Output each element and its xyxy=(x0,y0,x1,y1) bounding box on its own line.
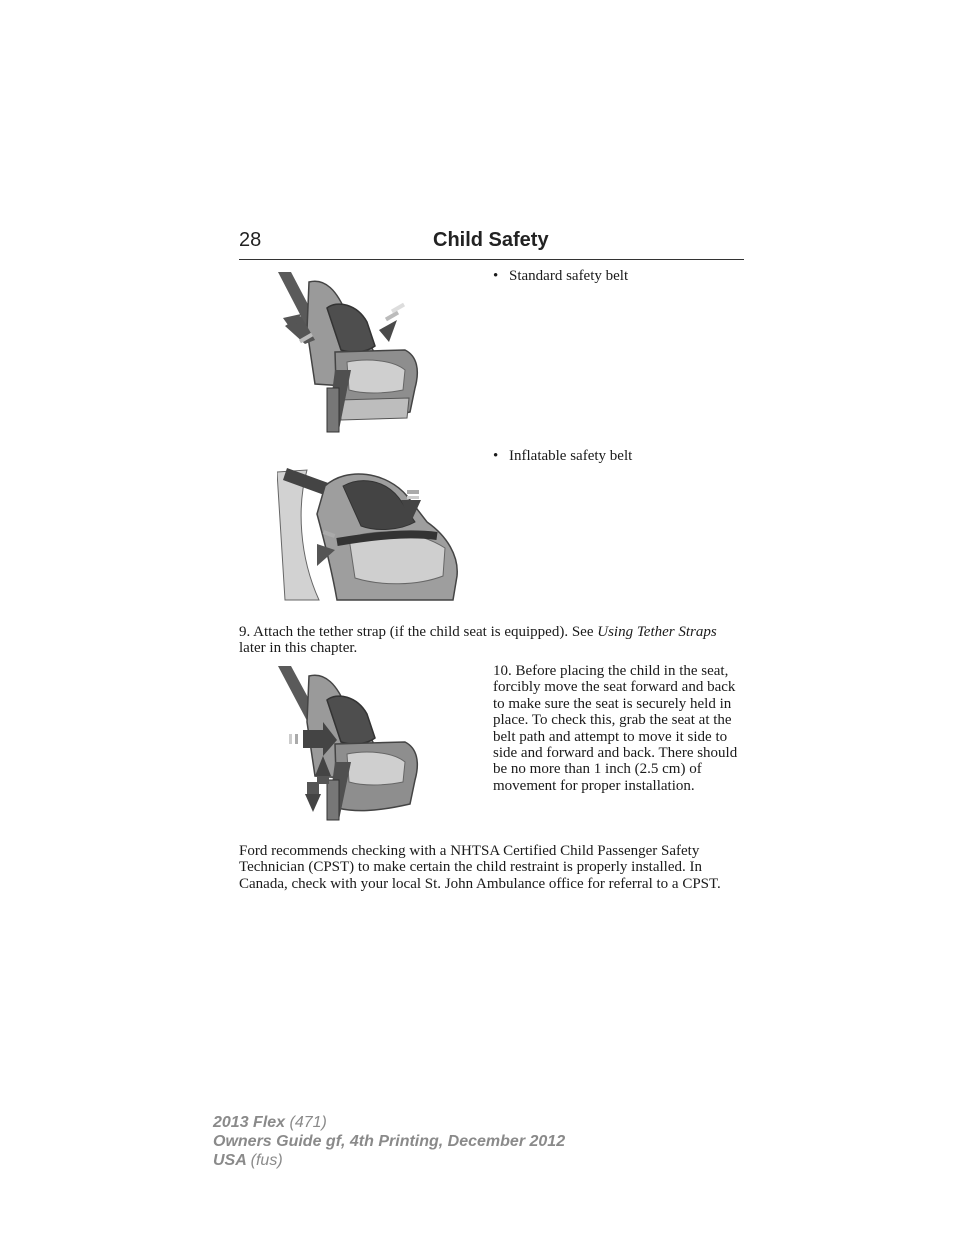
step-9-text: 9. Attach the tether strap (if the child seat is equipped). See xyxy=(239,624,598,640)
child-seat-inflatable-belt-illustration xyxy=(277,466,462,601)
bullet-inflatable-belt: • Inflatable safety belt xyxy=(493,448,633,464)
chapter-title: Child Safety xyxy=(433,229,549,251)
step-9-text-end: later in this chapter. xyxy=(239,640,358,657)
step-10-paragraph: 10. Before placing the child in the seat, forcibly move the seat forward and back to make sure the seat is securely held in place. To check this, grab the seat at the belt path and attempt to move it side to side and forward and back. There should be no more than 1 inch (2.5 cm) of movement for proper installation. xyxy=(493,663,738,794)
footer-model-code: (471) xyxy=(289,1114,327,1131)
page-number: 28 xyxy=(239,229,262,251)
footer-guide: Owners Guide gf, 4th Printing, December 2012 xyxy=(213,1133,566,1150)
footer-region-line xyxy=(213,1151,565,1170)
bullet-standard-belt: • Standard safety belt xyxy=(493,268,629,284)
ford-recommendation-paragraph: Ford recommends checking with a NHTSA Certified Child Passenger Safety Technician (CPST) to make certain the child restraint is properly installed. In Canada, check with your local St. John Ambulance office for referral to a CPST. xyxy=(239,843,721,892)
child-seat-movement-check-illustration xyxy=(275,664,425,824)
child-seat-standard-belt-illustration xyxy=(275,270,425,435)
footer-region-code: (fus) xyxy=(250,1152,283,1169)
header-rule xyxy=(239,259,744,260)
footer-model-line xyxy=(213,1113,565,1132)
footer-model: 2013 Flex xyxy=(213,1114,286,1131)
step-9-paragraph xyxy=(239,624,719,657)
step-9-link-text: Using Tether Straps xyxy=(597,624,717,640)
footer-region: USA xyxy=(213,1152,247,1169)
bullet-standard-belt-label: Standard safety belt xyxy=(509,268,629,284)
footer xyxy=(213,1113,565,1170)
bullet-inflatable-belt-label: Inflatable safety belt xyxy=(509,448,633,464)
